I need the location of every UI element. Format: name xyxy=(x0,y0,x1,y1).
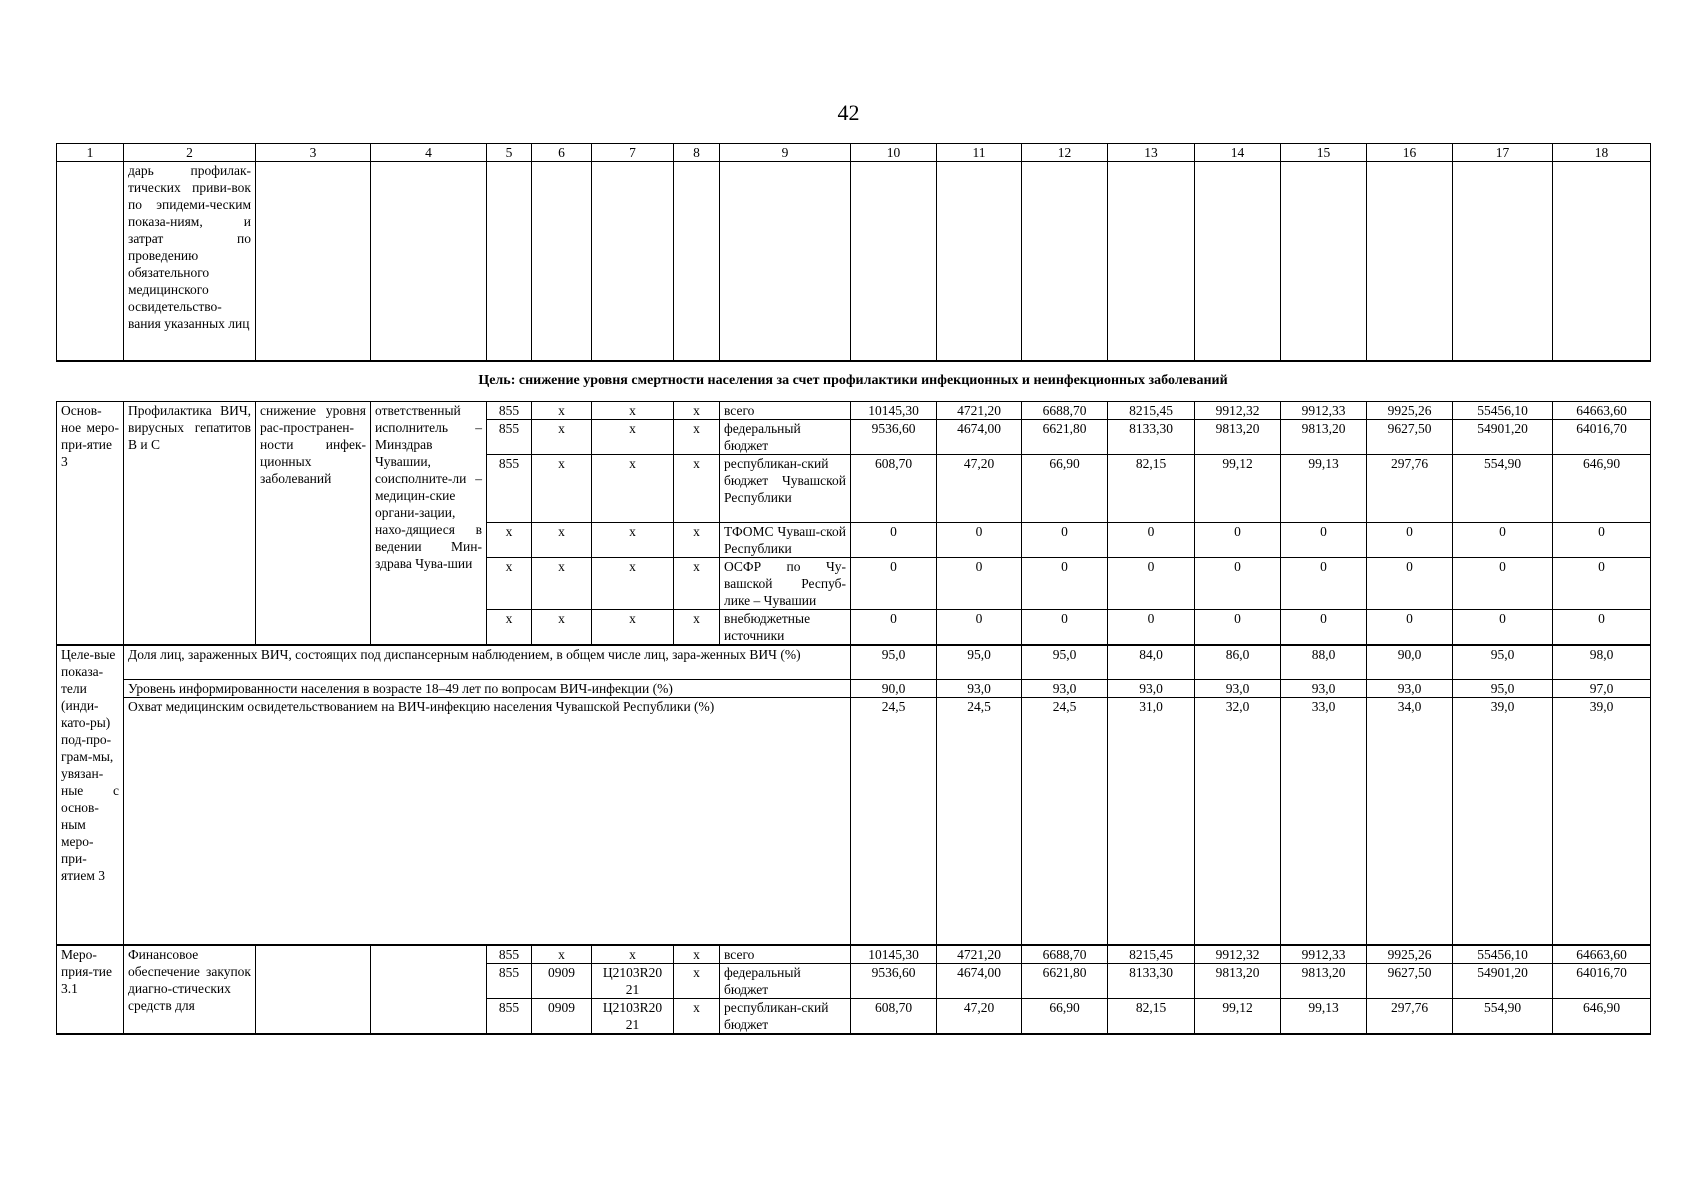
indicator-name: Охват медицинским освидетельствованием на ВИЧ-инфекцию населения Чувашской Республики (%) xyxy=(124,697,851,945)
target-code: х xyxy=(592,945,674,964)
amount-value: 64663,60 xyxy=(1553,945,1651,964)
indicator-value: 90,0 xyxy=(1367,645,1453,679)
col-num: 13 xyxy=(1108,144,1195,162)
amount-value: 0 xyxy=(851,523,937,558)
grbs-code: 855 xyxy=(487,420,532,455)
amount-value: 0 xyxy=(1195,558,1281,610)
indicator-value: 90,0 xyxy=(851,679,937,697)
indicator-value: 93,0 xyxy=(1022,679,1108,697)
col-num: 8 xyxy=(674,144,720,162)
indicator-row xyxy=(57,645,1651,679)
amount-value: 8215,45 xyxy=(1108,945,1195,964)
amount-value: 9536,60 xyxy=(851,420,937,455)
indicator-name: Доля лиц, зараженных ВИЧ, состоящих под диспансерным наблюдением, в общем числе лиц, зара-женных ВИЧ (%) xyxy=(124,645,851,679)
amount-value: 99,12 xyxy=(1195,999,1281,1035)
event-executor xyxy=(371,945,487,1034)
col-num: 2 xyxy=(124,144,256,162)
amount-value: 9912,33 xyxy=(1281,945,1367,964)
amount-value: 646,90 xyxy=(1553,455,1651,523)
amount-value: 9813,20 xyxy=(1195,420,1281,455)
event-name: Финансовое обеспечение закупок диагно-стических средств для xyxy=(124,945,256,1034)
target-code: х xyxy=(592,523,674,558)
col-num: 4 xyxy=(371,144,487,162)
indicator-value: 95,0 xyxy=(1453,679,1553,697)
grbs-code: х xyxy=(487,523,532,558)
funding-source: федеральный бюджет xyxy=(720,420,851,455)
amount-value: 0 xyxy=(1367,610,1453,646)
amount-value: 54901,20 xyxy=(1453,420,1553,455)
amount-value: 9813,20 xyxy=(1281,420,1367,455)
amount-value: 55456,10 xyxy=(1453,945,1553,964)
funding-source: всего xyxy=(720,402,851,420)
indicator-value: 93,0 xyxy=(1281,679,1367,697)
target-code: х xyxy=(592,558,674,610)
amount-value: 10145,30 xyxy=(851,945,937,964)
indicator-value: 95,0 xyxy=(937,645,1022,679)
section-code: х xyxy=(532,610,592,646)
section-code: х xyxy=(532,945,592,964)
expense-type-code: х xyxy=(674,402,720,420)
indicators-label: Целе-вые показа-тели (инди-като-ры) под-про-грам-мы, увязан-ные с основ-ным меро-при-ятием 3 xyxy=(57,645,124,945)
event-3-body xyxy=(57,402,1651,646)
grbs-code: х xyxy=(487,558,532,610)
amount-value: 0 xyxy=(851,610,937,646)
col-num: 17 xyxy=(1453,144,1553,162)
target-code: х xyxy=(592,402,674,420)
funding-source: ТФОМС Чуваш-ской Республики xyxy=(720,523,851,558)
col-num: 1 xyxy=(57,144,124,162)
amount-value: 9912,32 xyxy=(1195,402,1281,420)
amount-value: 10145,30 xyxy=(851,402,937,420)
amount-value: 54901,20 xyxy=(1453,964,1553,999)
amount-value: 0 xyxy=(1108,610,1195,646)
event-name: Профилактика ВИЧ, вирусных гепатитов В и С xyxy=(124,402,256,646)
amount-value: 0 xyxy=(1453,558,1553,610)
event-goal xyxy=(256,945,371,1034)
col-num: 12 xyxy=(1022,144,1108,162)
amount-value: 608,70 xyxy=(851,999,937,1035)
amount-value: 6621,80 xyxy=(1022,964,1108,999)
amount-value: 9627,50 xyxy=(1367,964,1453,999)
column-number-row xyxy=(57,144,1651,162)
amount-value: 0 xyxy=(851,558,937,610)
amount-value: 0 xyxy=(937,558,1022,610)
indicators-body xyxy=(57,645,1651,945)
grbs-code: 855 xyxy=(487,455,532,523)
indicator-value: 84,0 xyxy=(1108,645,1195,679)
amount-value: 0 xyxy=(937,523,1022,558)
funding-source: республикан-ский бюджет xyxy=(720,999,851,1035)
amount-value: 0 xyxy=(937,610,1022,646)
amount-value: 66,90 xyxy=(1022,455,1108,523)
amount-value: 0 xyxy=(1022,523,1108,558)
table-row xyxy=(57,945,1651,964)
indicator-value: 24,5 xyxy=(937,697,1022,945)
indicator-row xyxy=(57,697,1651,945)
section-code: х xyxy=(532,455,592,523)
amount-value: 8133,30 xyxy=(1108,964,1195,999)
indicator-row xyxy=(57,679,1651,697)
amount-value: 0 xyxy=(1108,558,1195,610)
indicator-value: 24,5 xyxy=(1022,697,1108,945)
amount-value: 9925,26 xyxy=(1367,945,1453,964)
col-num: 7 xyxy=(592,144,674,162)
funding-source: всего xyxy=(720,945,851,964)
expense-type-code: х xyxy=(674,610,720,646)
indicator-value: 86,0 xyxy=(1195,645,1281,679)
indicator-value: 39,0 xyxy=(1553,697,1651,945)
amount-value: 55456,10 xyxy=(1453,402,1553,420)
grbs-code: 855 xyxy=(487,402,532,420)
indicator-value: 98,0 xyxy=(1553,645,1651,679)
continuation-table xyxy=(56,143,1651,362)
amount-value: 9912,33 xyxy=(1281,402,1367,420)
amount-value: 554,90 xyxy=(1453,999,1553,1035)
indicator-value: 95,0 xyxy=(1453,645,1553,679)
target-code: х xyxy=(592,420,674,455)
indicator-value: 95,0 xyxy=(1022,645,1108,679)
amount-value: 82,15 xyxy=(1108,999,1195,1035)
amount-value: 0 xyxy=(1195,523,1281,558)
expense-type-code: х xyxy=(674,455,720,523)
grbs-code: 855 xyxy=(487,999,532,1035)
amount-value: 99,13 xyxy=(1281,455,1367,523)
event-goal: снижение уровня рас-пространен-ности инфек-ционных заболеваний xyxy=(256,402,371,646)
amount-value: 0 xyxy=(1022,558,1108,610)
amount-value: 0 xyxy=(1553,610,1651,646)
amount-value: 6688,70 xyxy=(1022,402,1108,420)
funding-source: внебюджетные источники xyxy=(720,610,851,646)
indicator-value: 24,5 xyxy=(851,697,937,945)
grbs-code: 855 xyxy=(487,964,532,999)
amount-value: 0 xyxy=(1453,523,1553,558)
amount-value: 0 xyxy=(1367,523,1453,558)
col-num: 10 xyxy=(851,144,937,162)
amount-value: 9627,50 xyxy=(1367,420,1453,455)
amount-value: 0 xyxy=(1367,558,1453,610)
amount-value: 99,13 xyxy=(1281,999,1367,1035)
col-num: 5 xyxy=(487,144,532,162)
col-num: 11 xyxy=(937,144,1022,162)
indicator-value: 33,0 xyxy=(1281,697,1367,945)
amount-value: 6688,70 xyxy=(1022,945,1108,964)
event-title: Меро-прия-тие 3.1 xyxy=(57,945,124,1034)
col-num: 16 xyxy=(1367,144,1453,162)
col-num: 14 xyxy=(1195,144,1281,162)
target-code: Ц2103R20 21 xyxy=(592,999,674,1035)
expense-type-code: х xyxy=(674,964,720,999)
main-table xyxy=(56,401,1651,1035)
amount-value: 0 xyxy=(1281,610,1367,646)
indicator-value: 97,0 xyxy=(1553,679,1651,697)
amount-value: 6621,80 xyxy=(1022,420,1108,455)
amount-value: 64016,70 xyxy=(1553,964,1651,999)
amount-value: 0 xyxy=(1195,610,1281,646)
amount-value: 4721,20 xyxy=(937,402,1022,420)
indicator-value: 93,0 xyxy=(1108,679,1195,697)
target-code: х xyxy=(592,455,674,523)
funding-source: ОСФР по Чу-вашской Респуб-лике – Чувашии xyxy=(720,558,851,610)
table-row xyxy=(57,402,1651,420)
expense-type-code: х xyxy=(674,420,720,455)
amount-value: 8133,30 xyxy=(1108,420,1195,455)
amount-value: 0 xyxy=(1022,610,1108,646)
event-3-1-body xyxy=(57,945,1651,1034)
amount-value: 9912,32 xyxy=(1195,945,1281,964)
indicator-value: 93,0 xyxy=(937,679,1022,697)
amount-value: 64663,60 xyxy=(1553,402,1651,420)
section-code: х xyxy=(532,402,592,420)
col-num: 6 xyxy=(532,144,592,162)
amount-value: 47,20 xyxy=(937,455,1022,523)
indicator-value: 95,0 xyxy=(851,645,937,679)
expense-type-code: х xyxy=(674,523,720,558)
amount-value: 66,90 xyxy=(1022,999,1108,1035)
indicator-value: 88,0 xyxy=(1281,645,1367,679)
amount-value: 9536,60 xyxy=(851,964,937,999)
amount-value: 297,76 xyxy=(1367,999,1453,1035)
amount-value: 99,12 xyxy=(1195,455,1281,523)
col-num: 9 xyxy=(720,144,851,162)
section-code: х xyxy=(532,523,592,558)
amount-value: 0 xyxy=(1281,558,1367,610)
goal-heading: Цель: снижение уровня смертности населения за счет профилактики инфекционных и неинфекционных заболеваний xyxy=(478,373,1228,388)
amount-value: 9925,26 xyxy=(1367,402,1453,420)
amount-value: 0 xyxy=(1553,558,1651,610)
continuation-row xyxy=(57,162,1651,362)
event-executor: ответственный исполнитель – Минздрав Чувашии, соисполните-ли – медицин-ские органи-зации, нахо-дящиеся в ведении Мин-здрава Чува-шии xyxy=(371,402,487,646)
col-num: 3 xyxy=(256,144,371,162)
amount-value: 9813,20 xyxy=(1195,964,1281,999)
amount-value: 0 xyxy=(1453,610,1553,646)
target-code: х xyxy=(592,610,674,646)
amount-value: 47,20 xyxy=(937,999,1022,1035)
funding-source: федеральный бюджет xyxy=(720,964,851,999)
page-number: 42 xyxy=(837,100,860,125)
expense-type-code: х xyxy=(674,945,720,964)
continuation-text: дарь профилак-тических приви-вок по эпидеми-ческим показа-ниям, и затрат по проведению обязательного медицинского освидетельство-вания указанных лиц xyxy=(124,162,256,362)
col-num: 15 xyxy=(1281,144,1367,162)
amount-value: 554,90 xyxy=(1453,455,1553,523)
section-code: 0909 xyxy=(532,964,592,999)
section-code: х xyxy=(532,420,592,455)
indicator-value: 32,0 xyxy=(1195,697,1281,945)
amount-value: 9813,20 xyxy=(1281,964,1367,999)
amount-value: 0 xyxy=(1281,523,1367,558)
expense-type-code: х xyxy=(674,999,720,1035)
indicator-value: 93,0 xyxy=(1367,679,1453,697)
amount-value: 4721,20 xyxy=(937,945,1022,964)
amount-value: 4674,00 xyxy=(937,964,1022,999)
indicator-value: 34,0 xyxy=(1367,697,1453,945)
indicator-value: 31,0 xyxy=(1108,697,1195,945)
funding-source: республикан-ский бюджет Чувашской Республики xyxy=(720,455,851,523)
indicator-value: 39,0 xyxy=(1453,697,1553,945)
grbs-code: х xyxy=(487,610,532,646)
event-title: Основ-ное меро-при-ятие 3 xyxy=(57,402,124,646)
indicator-name: Уровень информированности населения в возрасте 18–49 лет по вопросам ВИЧ-инфекции (%) xyxy=(124,679,851,697)
section-code: 0909 xyxy=(532,999,592,1035)
amount-value: 8215,45 xyxy=(1108,402,1195,420)
col-num: 18 xyxy=(1553,144,1651,162)
expense-type-code: х xyxy=(674,558,720,610)
section-code: х xyxy=(532,558,592,610)
amount-value: 646,90 xyxy=(1553,999,1651,1035)
grbs-code: 855 xyxy=(487,945,532,964)
amount-value: 297,76 xyxy=(1367,455,1453,523)
amount-value: 82,15 xyxy=(1108,455,1195,523)
amount-value: 0 xyxy=(1553,523,1651,558)
amount-value: 0 xyxy=(1108,523,1195,558)
indicator-value: 93,0 xyxy=(1195,679,1281,697)
amount-value: 608,70 xyxy=(851,455,937,523)
amount-value: 64016,70 xyxy=(1553,420,1651,455)
target-code: Ц2103R20 21 xyxy=(592,964,674,999)
amount-value: 4674,00 xyxy=(937,420,1022,455)
